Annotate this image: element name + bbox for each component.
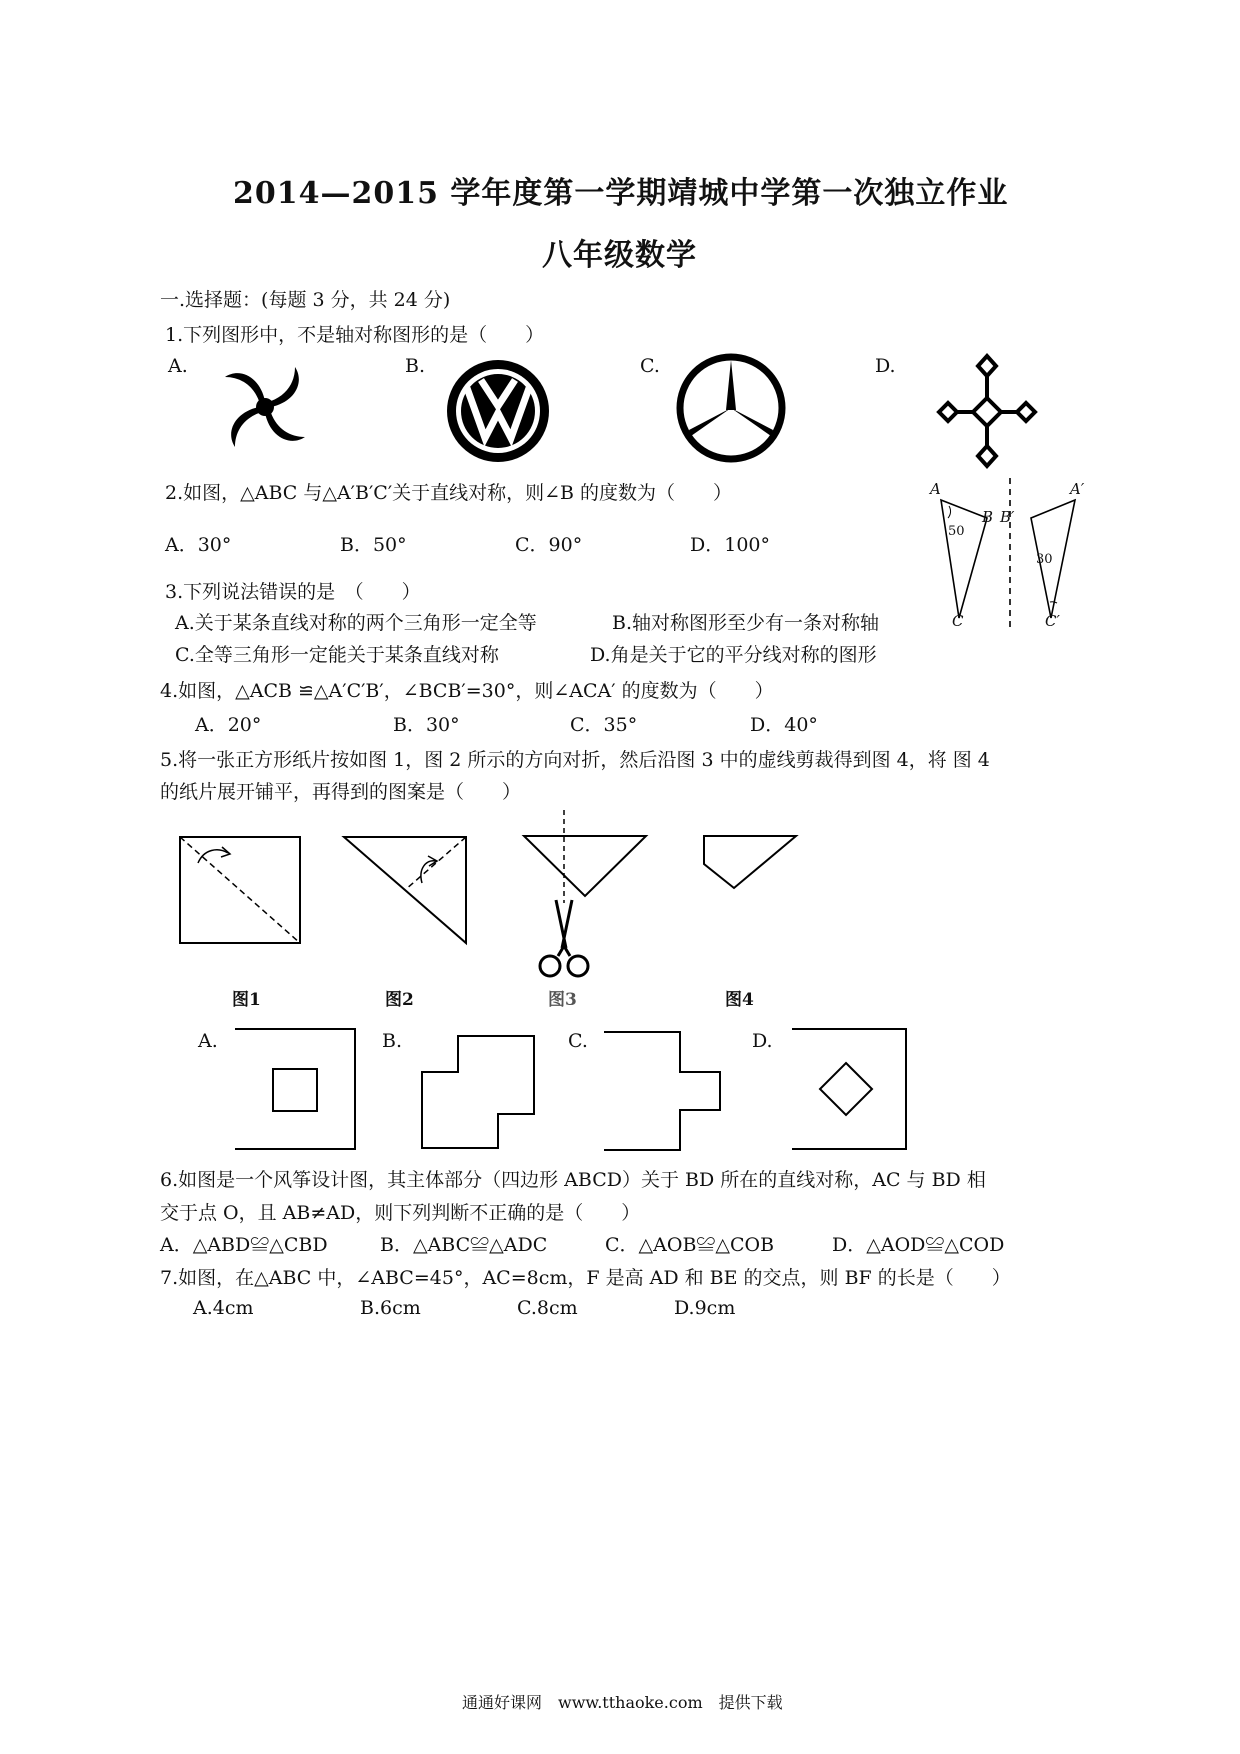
fold-figure-3 <box>520 808 650 988</box>
fold-figure-2 <box>340 835 470 945</box>
q2-option-d: D．100° <box>690 534 770 556</box>
q5-label-b: B. <box>382 1030 403 1052</box>
page-subtitle: 八年级数学 <box>542 238 697 273</box>
fig1-label: 图1 <box>232 990 261 1010</box>
q4-option-d: D．40° <box>750 714 818 736</box>
q5-stem-line2: 的纸片展开铺平，再得到的图案是（ ） <box>160 781 522 803</box>
q5-option-b-figure <box>418 1032 538 1152</box>
q7-option-b: B.6cm <box>360 1297 421 1319</box>
q4-stem: 4.如图，△ACB ≌△A′C′B′，∠BCB′=30°，则∠ACA′ 的度数为（ ） <box>160 680 774 702</box>
page-title: 2014—2015 学年度第一学期靖城中学第一次独立作业 <box>233 176 1009 211</box>
scissors-icon <box>540 900 588 976</box>
q6-option-a: A．△ABD≌△CBD <box>160 1234 328 1256</box>
q7-option-d: D.9cm <box>674 1297 736 1319</box>
q7-option-c: C.8cm <box>517 1297 578 1319</box>
q7-stem: 7.如图，在△ABC 中，∠ABC=45°，AC=8cm，F 是高 AD 和 BE 的交点，则 BF 的长是（ ） <box>160 1267 1011 1289</box>
q1-label-b: B. <box>405 355 426 377</box>
q2-label-B: B <box>982 508 994 526</box>
q3-option-a: A.关于某条直线对称的两个三角形一定全等 <box>175 612 537 634</box>
q2-option-b: B．50° <box>340 534 407 556</box>
q2-label-C-prime: C′ <box>1045 612 1060 630</box>
q3-stem: 3.下列说法错误的是 （ ） <box>165 581 421 603</box>
q7-option-a: A.4cm <box>193 1297 254 1319</box>
q6-option-b: B．△ABC≌△ADC <box>380 1234 548 1256</box>
footer-text: 通通好课网 www.tthaoke.com 提供下载 <box>462 1693 783 1712</box>
q2-angle-50: 50 <box>948 524 965 539</box>
vw-logo-figure <box>445 358 551 464</box>
q6-stem-line2: 交于点 O，且 AB≠AD，则下列判断不正确的是（ ） <box>160 1202 641 1224</box>
q4-option-a: A．20° <box>195 714 262 736</box>
q4-option-b: B．30° <box>393 714 460 736</box>
q2-label-B-prime: B′ <box>1000 508 1015 526</box>
q2-angle-30: 30 <box>1036 552 1053 567</box>
q2-label-C: C <box>952 612 964 630</box>
q3-option-b: B.轴对称图形至少有一条对称轴 <box>612 612 880 634</box>
fig3-label: 图3 <box>548 990 577 1010</box>
fig2-label: 图2 <box>385 990 414 1010</box>
pinwheel-figure <box>205 355 325 455</box>
fold-figure-4 <box>700 832 800 892</box>
q1-stem: 1.下列图形中，不是轴对称图形的是（ ） <box>165 324 545 346</box>
q6-stem-line1: 6.如图是一个风筝设计图，其主体部分（四边形 ABCD）关于 BD 所在的直线对称，AC 与 BD 相 <box>160 1169 986 1191</box>
q5-option-d-figure <box>790 1025 910 1153</box>
q1-label-d: D. <box>875 355 896 377</box>
q2-label-A: A <box>930 480 941 498</box>
q2-option-c: C．90° <box>515 534 583 556</box>
q5-label-c: C. <box>568 1030 588 1052</box>
q2-label-A-prime: A′ <box>1070 480 1085 498</box>
fold-figure-1 <box>178 835 302 945</box>
star-circle-figure <box>675 352 787 464</box>
q5-option-a-figure <box>233 1025 359 1153</box>
q4-option-c: C．35° <box>570 714 638 736</box>
q2-triangles-figure <box>925 478 1095 638</box>
q1-label-a: A. <box>168 355 188 377</box>
q5-label-a: A. <box>198 1030 218 1052</box>
fig4-label: 图4 <box>725 990 754 1010</box>
q3-option-d: D.角是关于它的平分线对称的图形 <box>590 644 877 666</box>
q5-stem-line1: 5.将一张正方形纸片按如图 1，图 2 所示的方向对折，然后沿图 3 中的虚线剪裁得到图 4，将 图 4 <box>160 749 990 771</box>
section-heading: 一.选择题：(每题 3 分，共 24 分) <box>160 289 451 311</box>
diamond-cross-figure <box>935 352 1039 470</box>
q2-option-a: A．30° <box>165 534 232 556</box>
q1-label-c: C. <box>640 355 660 377</box>
q2-stem: 2.如图，△ABC 与△A′B′C′关于直线对称，则∠B 的度数为（ ） <box>165 482 733 504</box>
q5-option-c-figure <box>602 1028 726 1154</box>
q5-label-d: D. <box>752 1030 773 1052</box>
q3-option-c: C.全等三角形一定能关于某条直线对称 <box>175 644 499 666</box>
q6-option-d: D．△AOD≌△COD <box>832 1234 1005 1256</box>
q6-option-c: C．△AOB≌△COB <box>605 1234 775 1256</box>
